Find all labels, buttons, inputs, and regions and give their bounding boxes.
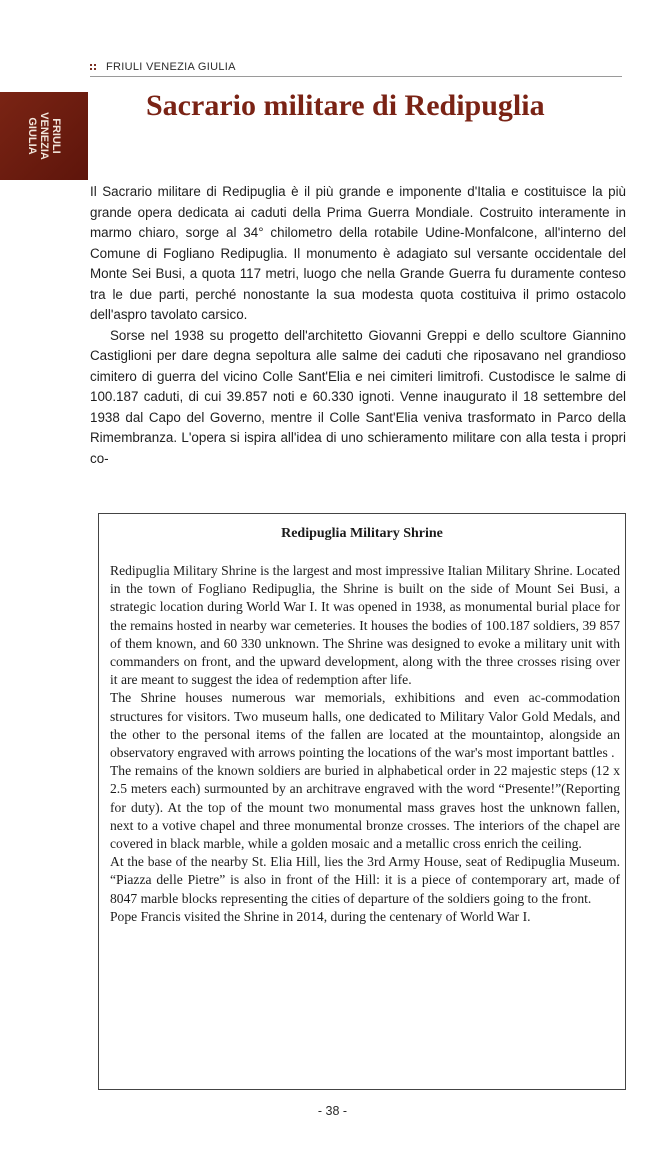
section-label: FRIULI VENEZIA GIULIA <box>106 61 236 73</box>
region-tab-line: GIULIA <box>26 117 38 155</box>
english-summary-box <box>98 513 626 1090</box>
page-title: Sacrario militare di Redipuglia <box>146 89 545 122</box>
english-box-title: Redipuglia Military Shrine <box>281 526 443 541</box>
english-paragraph: Pope Francis visited the Shrine in 2014, during the centenary of World War I. <box>110 908 531 924</box>
english-paragraph: At the base of the nearby St. Elia Hill, lies the 3rd Army House, seat of Redipuglia Museum. “Piazza delle Pietre” is also in front of the Hill: it is a piece of contemporary art, made of 8047 marble blocks representing the cities of departure of the soldiers going to the front. <box>110 854 620 906</box>
page-number: - 38 - <box>317 1104 348 1118</box>
italian-paragraph: Sorse nel 1938 su progetto dell'architetto Giovanni Greppi e dello scultore Giannino Castiglioni per dare degna sepoltura alle salme dei caduti che riposavano nel grandioso cimitero di guerra del vicino Colle Sant'Elia e nei cimiteri limitrofi. Custodisce le salme di 100.187 caduti, di cui 39.857 noti e 60.330 ignoti. Venne inaugurato il 18 settembre del 1938 dal Capo del Governo, mentre il Colle Sant'Elia veniva trasformato in Parco della Rimembranza. L'opera si ispira all'idea di uno schieramento militare con alla testa i propri co- <box>90 327 626 466</box>
dots-icon <box>90 61 102 73</box>
region-tab-line: VENEZIA <box>38 112 50 160</box>
running-header <box>90 60 622 77</box>
region-tab-label <box>26 112 62 160</box>
english-paragraph: Redipuglia Military Shrine is the largest and most impressive Italian Military Shrine. Located in the town of Fogliano Redipuglia, the Shrine is built on the side of Mount Sei Busi, a strategic location during World War I. It was opened in 1938, as monumental burial place for the remains hosted in nearby war cemeteries. It houses the bodies of 100.187 soldiers, 39 857 of them known, and 60 330 unknown. The Shrine was designed to evoke a military unit with commanders on front, and the upward development, along with the three crosses rising over it are meant to suggest the idea of redemption after life. <box>110 563 620 688</box>
region-tab-line: FRIULI <box>50 118 62 154</box>
region-tab <box>0 92 88 180</box>
english-body <box>110 562 620 926</box>
italian-paragraph: Il Sacrario militare di Redipuglia è il più grande e imponente d'Italia e costituisce la più grande opera dedicata ai caduti della Prima Guerra Mondiale. Costruito interamente in marmo chiaro, sorge al 34° chilometro della rotabile Udine-Monfalcone, all'interno del Comune di Fogliano Redipuglia. Il monumento è adagiato sul versante occidentale del Monte Sei Busi, a quota 117 metri, luogo che nella Grande Guerra fu duramente conteso tra le due parti, perché nonostante la sua modesta quota costituiva il primo ostacolo dell'aspro tavolato carsico. <box>90 184 626 322</box>
english-paragraph: The remains of the known soldiers are buried in alphabetical order in 22 majestic steps (12 x 2.5 meters each) surmounted by an architrave engraved with the word “Presente!”(Reporting for duty). At the top of the mount two monumental mass graves host the unknown fallen, next to a votive chapel and three monumental bronze crosses. The interiors of the chapel are covered in black marble, while a golden mosaic and a metallic cross enrich the ceiling. <box>110 763 620 852</box>
english-paragraph: The Shrine houses numerous war memorials, exhibitions and even ac-commodation structures for visitors. Two museum halls, one dedicated to Military Valor Gold Medals, and the other to the personal items of the fallen are located at the mountaintop, alongside an observatory engraved with arrows pointing the locations of the war's most important battles . <box>110 690 620 761</box>
italian-body <box>90 182 626 469</box>
